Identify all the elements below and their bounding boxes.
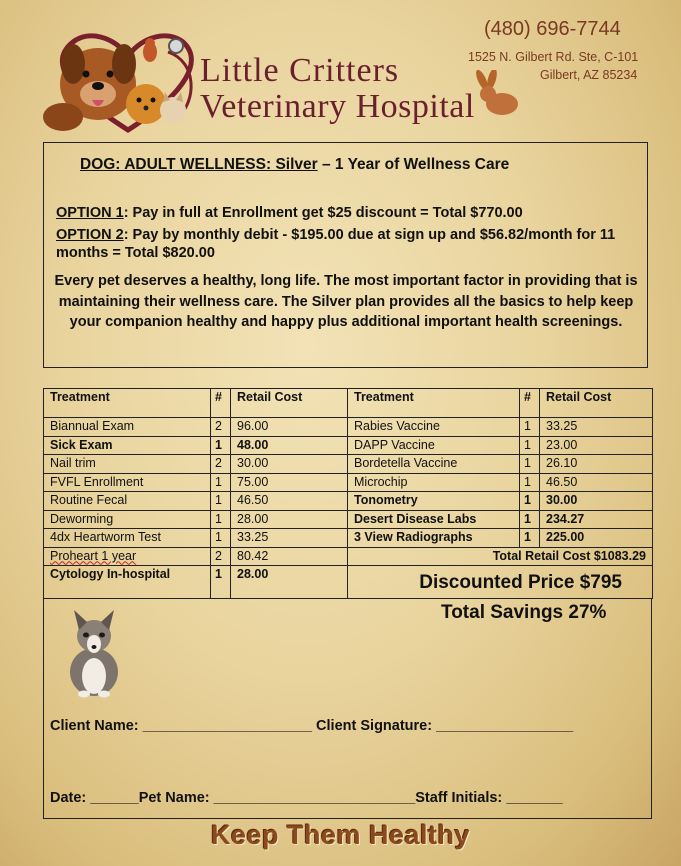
treatment-name: Rabies Vaccine bbox=[348, 418, 520, 437]
treatment-cost: 33.25 bbox=[231, 529, 348, 548]
pet-name-field[interactable]: _________________________ bbox=[213, 790, 416, 806]
treatment-qty: 1 bbox=[211, 473, 231, 492]
table-row bbox=[44, 547, 653, 566]
clinic-logo-animals bbox=[28, 22, 218, 137]
clinic-name-line1: Little Critters bbox=[200, 52, 400, 89]
treatment-qty: 1 bbox=[520, 473, 540, 492]
treatment-cost: 28.00 bbox=[231, 566, 348, 599]
treatment-name: Deworming bbox=[44, 510, 211, 529]
header-cost-left: Retail Cost bbox=[231, 389, 348, 418]
treatment-name: 4dx Heartworm Test bbox=[44, 529, 211, 548]
header-cost-right: Retail Cost bbox=[540, 389, 653, 418]
table-row bbox=[44, 529, 653, 548]
header-treatment-left: Treatment bbox=[44, 389, 211, 418]
plan-description: Every pet deserves a healthy, long life. The most important factor in providing that is maintaining their wellness care. The Silver plan provides all the basics to help keep your companion healthy and happy plus additional important health screenings. bbox=[54, 273, 638, 330]
treatment-cost: 26.10 bbox=[540, 455, 653, 474]
treatment-cost: 30.00 bbox=[231, 455, 348, 474]
treatment-table bbox=[43, 388, 653, 599]
treatment-name: 3 View Radiographs bbox=[348, 529, 520, 548]
treatment-name: Bordetella Vaccine bbox=[348, 455, 520, 474]
table-row bbox=[44, 418, 653, 437]
header-qty-left: # bbox=[211, 389, 231, 418]
treatment-name: Biannual Exam bbox=[44, 418, 211, 437]
clinic-phone: (480) 696-7744 bbox=[484, 18, 621, 40]
treatment-cost: 225.00 bbox=[540, 529, 653, 548]
table-row bbox=[44, 436, 653, 455]
treatment-cost: 28.00 bbox=[231, 510, 348, 529]
option-2-text: : Pay by monthly debit - $195.00 due at sign up and $56.82/month for 11 months = Total $820.00 bbox=[56, 227, 616, 261]
table-row bbox=[44, 492, 653, 511]
date-label: Date: bbox=[50, 790, 91, 806]
option-1 bbox=[56, 204, 641, 222]
treatment-qty: 1 bbox=[520, 418, 540, 437]
table-row bbox=[44, 566, 653, 599]
treatment-qty: 1 bbox=[520, 529, 540, 548]
treatment-qty: 1 bbox=[520, 455, 540, 474]
treatment-qty: 1 bbox=[211, 529, 231, 548]
treatment-name: Routine Fecal bbox=[44, 492, 211, 511]
treatment-qty: 2 bbox=[211, 418, 231, 437]
treatment-cost: 80.42 bbox=[231, 547, 348, 566]
client-name-label: Client Name: bbox=[50, 718, 143, 734]
table-header-row bbox=[44, 389, 653, 418]
treatment-qty: 1 bbox=[211, 510, 231, 529]
treatment-cost: 33.25 bbox=[540, 418, 653, 437]
treatment-name: Microchip bbox=[348, 473, 520, 492]
header-qty-right: # bbox=[520, 389, 540, 418]
plan-title-rest: – 1 Year of Wellness Care bbox=[317, 156, 510, 173]
rabbit-icon bbox=[468, 70, 524, 118]
treatment-cost: 46.50 bbox=[540, 473, 653, 492]
treatment-cost: 75.00 bbox=[231, 473, 348, 492]
treatment-cost: 30.00 bbox=[540, 492, 653, 511]
header-treatment-right: Treatment bbox=[348, 389, 520, 418]
treatment-name-text: Proheart 1 year bbox=[50, 548, 137, 563]
staff-initials-label: Staff Initials: bbox=[415, 790, 507, 806]
table-row bbox=[44, 510, 653, 529]
table-row bbox=[44, 473, 653, 492]
sheltie-dog-photo bbox=[62, 606, 126, 698]
treatment-qty: 1 bbox=[520, 510, 540, 529]
treatment-qty: 2 bbox=[211, 547, 231, 566]
treatment-qty: 1 bbox=[211, 492, 231, 511]
option-1-text: : Pay in full at Enrollment get $25 discount = Total $770.00 bbox=[123, 205, 523, 221]
treatment-cost: 46.50 bbox=[231, 492, 348, 511]
client-line bbox=[50, 718, 573, 734]
treatment-cost: 234.27 bbox=[540, 510, 653, 529]
treatment-name: FVFL Enrollment bbox=[44, 473, 211, 492]
clinic-address-line2: Gilbert, AZ 85234 bbox=[540, 68, 638, 82]
table-row bbox=[44, 455, 653, 474]
treatment-qty: 1 bbox=[211, 566, 231, 599]
client-signature-label: Client Signature: bbox=[312, 718, 437, 734]
clinic-address-line1: 1525 N. Gilbert Rd. Ste, C-101 bbox=[468, 50, 639, 64]
total-savings: Total Savings 27% bbox=[441, 602, 607, 623]
treatment-name: Cytology In-hospital bbox=[44, 566, 211, 599]
signature-box bbox=[43, 599, 652, 819]
date-line bbox=[50, 790, 563, 806]
treatment-qty: 2 bbox=[211, 455, 231, 474]
option-1-label: OPTION 1 bbox=[56, 205, 124, 221]
treatment-name bbox=[44, 547, 211, 566]
tagline: Keep Them Healthy bbox=[210, 820, 471, 850]
treatment-qty: 1 bbox=[211, 436, 231, 455]
treatment-name: Desert Disease Labs bbox=[348, 510, 520, 529]
option-2 bbox=[56, 226, 641, 262]
discounted-price: Discounted Price $795 bbox=[348, 566, 653, 599]
clinic-name-line2: Veterinary Hospital bbox=[200, 88, 475, 125]
date-field[interactable]: ______ bbox=[90, 790, 139, 806]
client-signature-field[interactable]: _________________ bbox=[436, 718, 574, 734]
pet-name-label: Pet Name: bbox=[138, 790, 214, 806]
option-2-label: OPTION 2 bbox=[56, 227, 124, 243]
treatment-qty: 1 bbox=[520, 492, 540, 511]
treatment-cost: 23.00 bbox=[540, 436, 653, 455]
treatment-cost: 48.00 bbox=[231, 436, 348, 455]
treatment-name: Sick Exam bbox=[44, 436, 211, 455]
treatment-name: Tonometry bbox=[348, 492, 520, 511]
total-retail-cost: Total Retail Cost $1083.29 bbox=[348, 547, 653, 566]
treatment-name: Nail trim bbox=[44, 455, 211, 474]
treatment-name: DAPP Vaccine bbox=[348, 436, 520, 455]
treatment-qty: 1 bbox=[520, 436, 540, 455]
client-name-field[interactable]: _____________________ bbox=[142, 718, 313, 734]
plan-title-main: DOG: ADULT WELLNESS: Silver bbox=[80, 156, 318, 173]
treatment-cost: 96.00 bbox=[231, 418, 348, 437]
plan-title bbox=[80, 156, 509, 174]
staff-initials-field[interactable]: _______ bbox=[506, 790, 563, 806]
